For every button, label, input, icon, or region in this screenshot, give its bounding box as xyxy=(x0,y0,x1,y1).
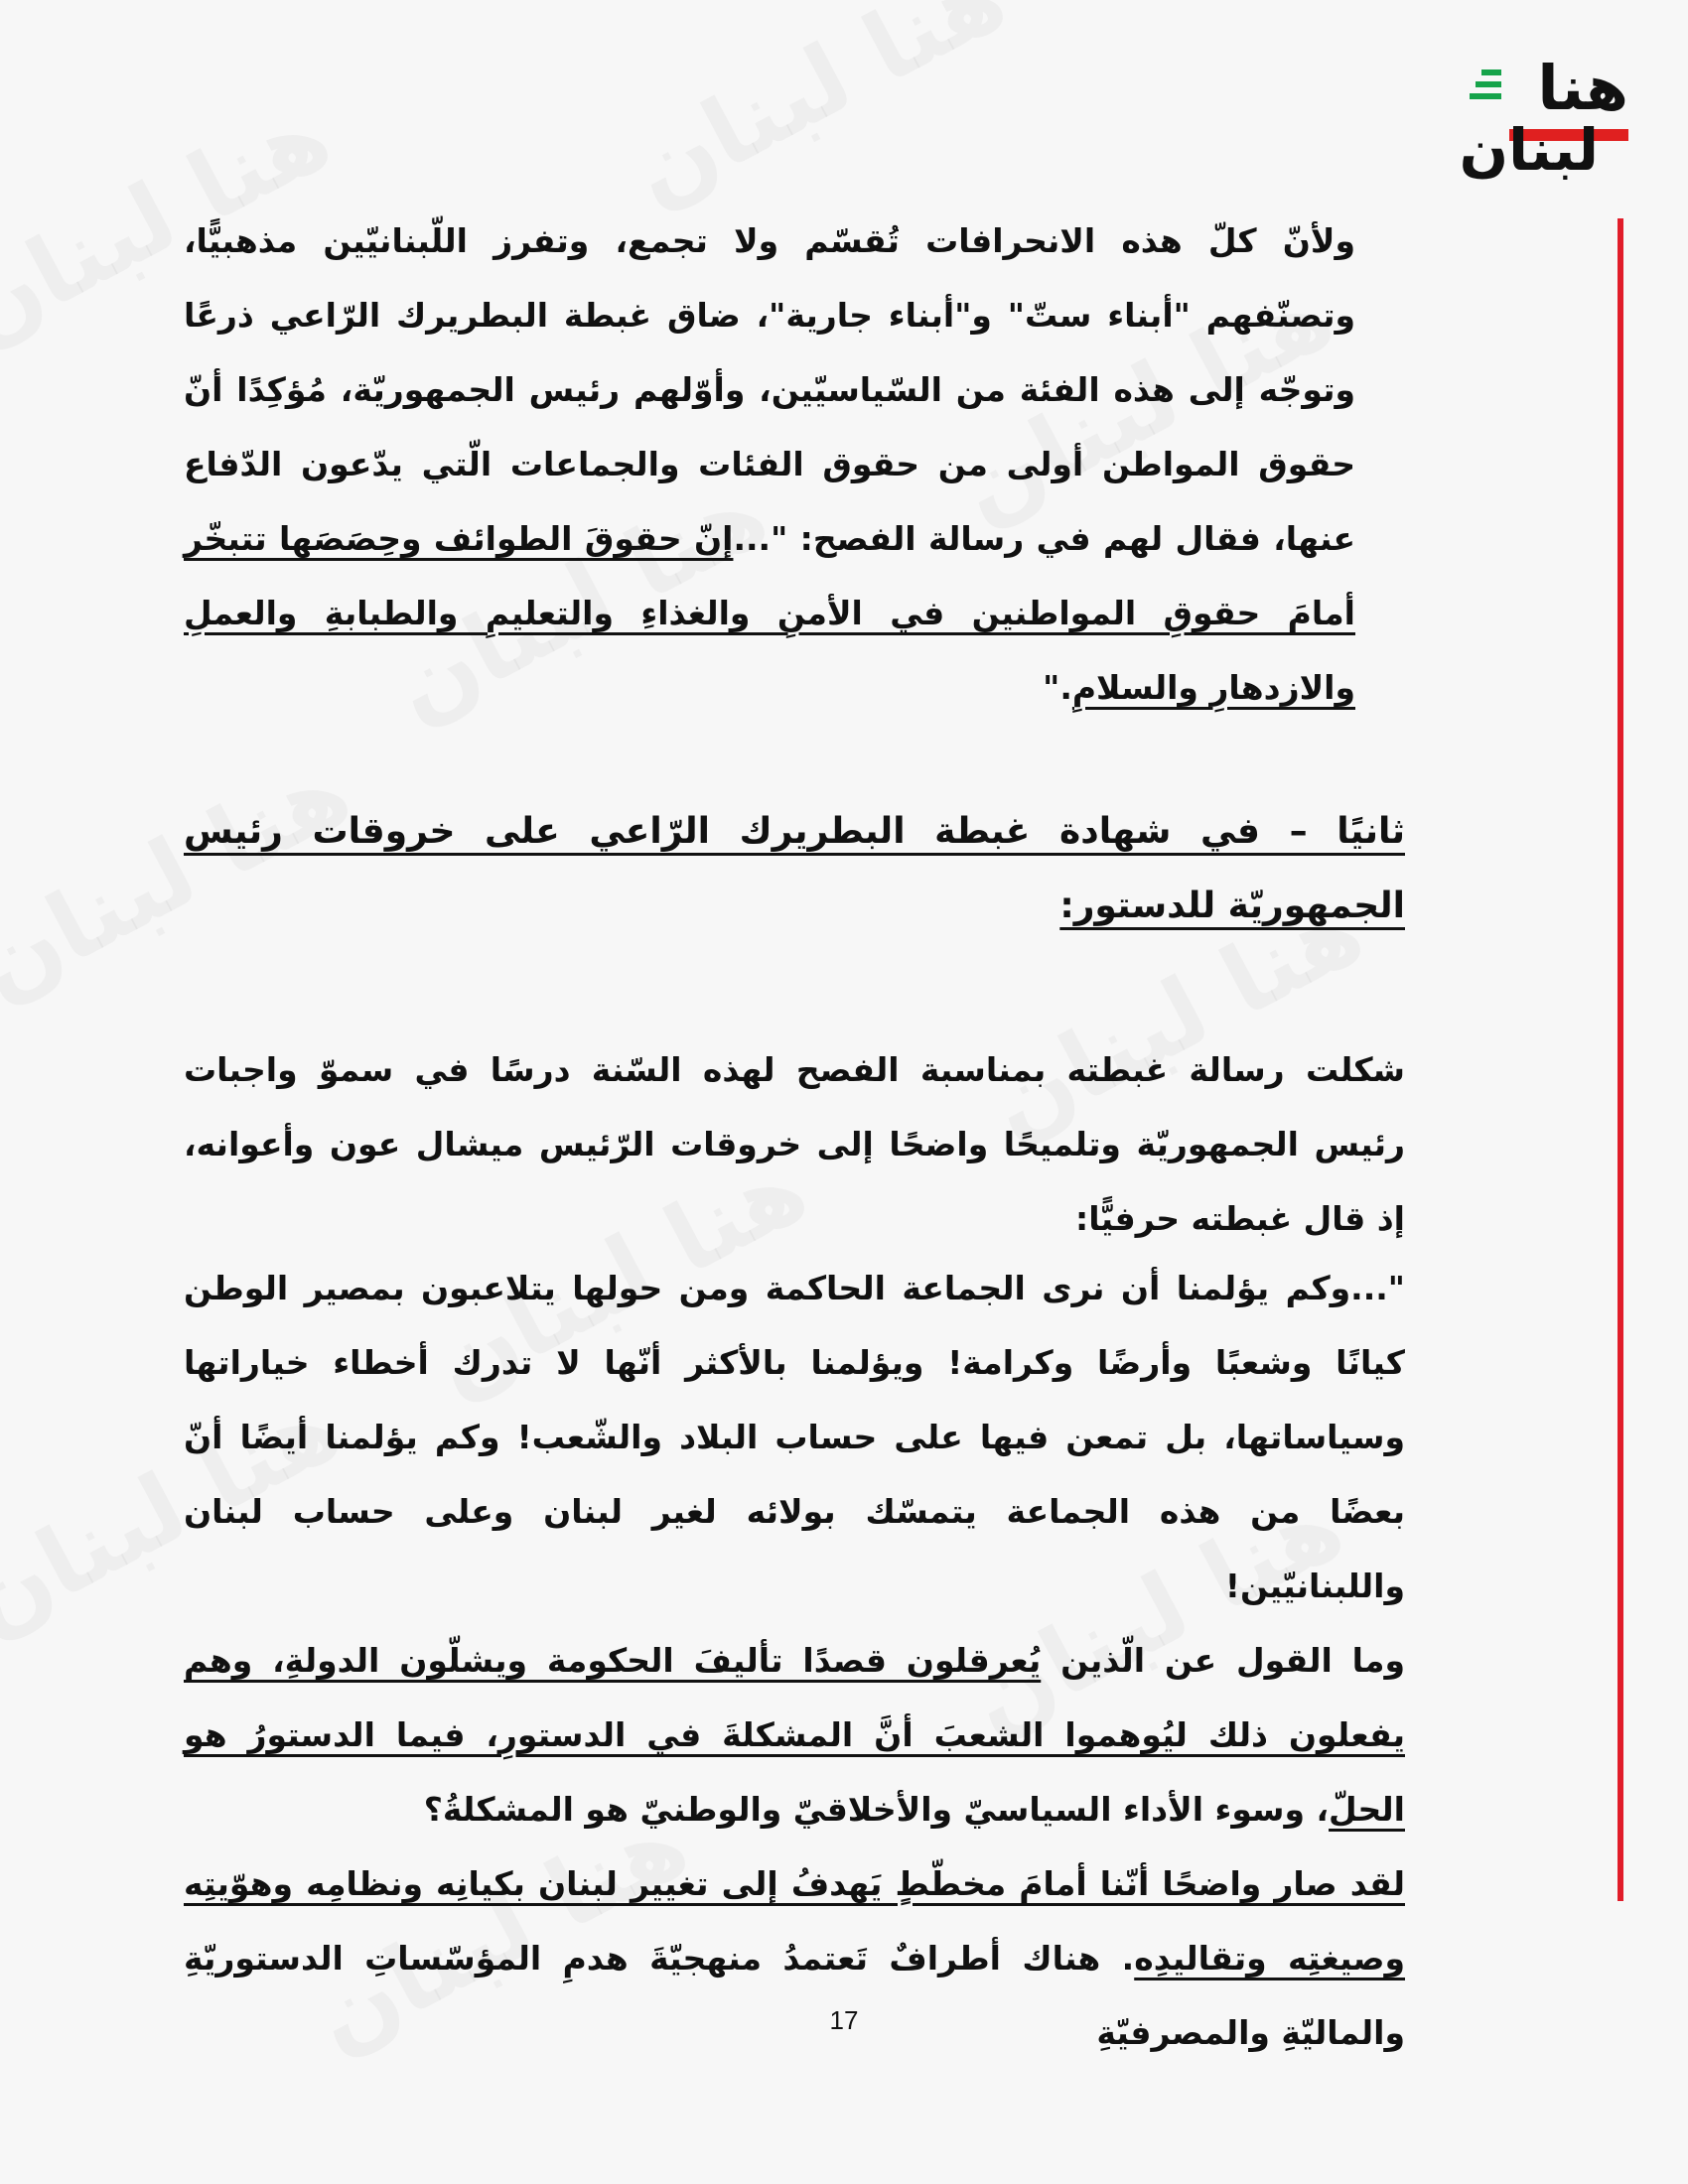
quote-line-b-end: ، وسوء الأداء السياسيّ والأخلاقيّ والوطنيّ هو المشكلةُ؟ xyxy=(423,1790,1330,1829)
logo-top-text: هنا xyxy=(1537,52,1628,124)
section-heading-text: ثانيًا – في شهادة غبطة البطريرك الرّاعي على خروقات رئيس الجمهوريّة للدستور: xyxy=(184,811,1405,926)
quote-line-b-underlined: يُعرقلون قصدًا تأليفَ الحكومة ويشلّون الدولةِ، وهم يفعلون ذلك ليُوهموا الشعبَ أنَّ المشكلةَ في الدستورِ، فيما الدستورُ هو الحلّ xyxy=(184,1641,1405,1829)
page-number: 17 xyxy=(829,2005,859,2035)
paragraph-1-text: ولأنّ كلّ هذه الانحرافات تُقسّم ولا تجمع، وتفرز اللّبنانيّين مذهبيًّا، وتصنّفهم "أبناء ستّ" و"أبناء جارية"، ضاق غبطة البطريرك الرّاعي ذرعًا وتوجّه إلى هذه الفئة من السّياسيّين، وأوّلهم رئيس الجمهوريّة، مُؤكِدًا أنّ حقوق المواطن أولى من حقوق الفئات والجماعات الّتي يدّعون الدّفاع عنها، فقال لهم في رسالة الفصح: "... xyxy=(184,221,1355,558)
margin-red-rule xyxy=(1618,218,1623,1901)
quote-text: "...وكم يؤلمنا أن نرى الجماعة الحاكمة ومن حولها يتلاعبون بمصير الوطن كيانًا وشعبًا وأرضًا وكرامة! ويؤلمنا بالأكثر أنّها لا تدرك أخطاء خياراتها وسياساتها، بل تمعن فيها على حساب البلاد والشّعب! وكم يؤلمنا أيضًا أنّ بعضًا من هذه الجماعة يتمسّك بولائه لغير لبنان وعلى حساب لبنان واللبنانيّين! xyxy=(184,1269,1405,1605)
paragraph-2 xyxy=(184,1032,1405,1256)
quote-line-c-end: . هناك أطرافٌ تَعتمدُ منهجيّةَ هدمِ المؤسّساتِ الدستوريّةِ والماليّةِ والمصرفيّةِ xyxy=(184,1939,1405,2052)
paragraph-2-text: شكلت رسالة غبطته بمناسبة الفصح لهذه السّنة درسًا في سموّ واجبات رئيس الجمهوريّة وتلميحًا واضحًا إلى خروقات الرّئيس ميشال عون وأعوانه، إذ قال غبطته حرفيًّا: xyxy=(184,1050,1405,1238)
section-heading xyxy=(184,794,1405,943)
paragraph-3 xyxy=(184,1251,1405,2070)
paragraph-1 xyxy=(184,204,1355,725)
quote-line-c-underlined: لقد صار واضحًا أنّنا أمامَ مخطّطٍ يَهدفُ إلى تغيير لبنان بكيانِه ونظامِه وهوّيتِه وصيغتِه وتقاليدِه xyxy=(184,1864,1406,1978)
paragraph-1-underlined: إنّ حقوقَ الطوائف وحِصَصَها تتبخّر أمامَ حقوقِ المواطنين في الأمنِ والغذاءِ والتعليمِ والطبابةِ والعملِ والازدهارِ والسلامِ xyxy=(184,519,1355,707)
watermark xyxy=(619,0,1018,218)
site-logo xyxy=(1459,52,1628,184)
paragraph-1-end: ." xyxy=(1043,668,1072,707)
logo-bottom-text: لبنان xyxy=(1459,116,1599,184)
logo-stripes xyxy=(1470,69,1501,105)
quote-line-b: وما القول عن الّذين xyxy=(1041,1641,1405,1680)
